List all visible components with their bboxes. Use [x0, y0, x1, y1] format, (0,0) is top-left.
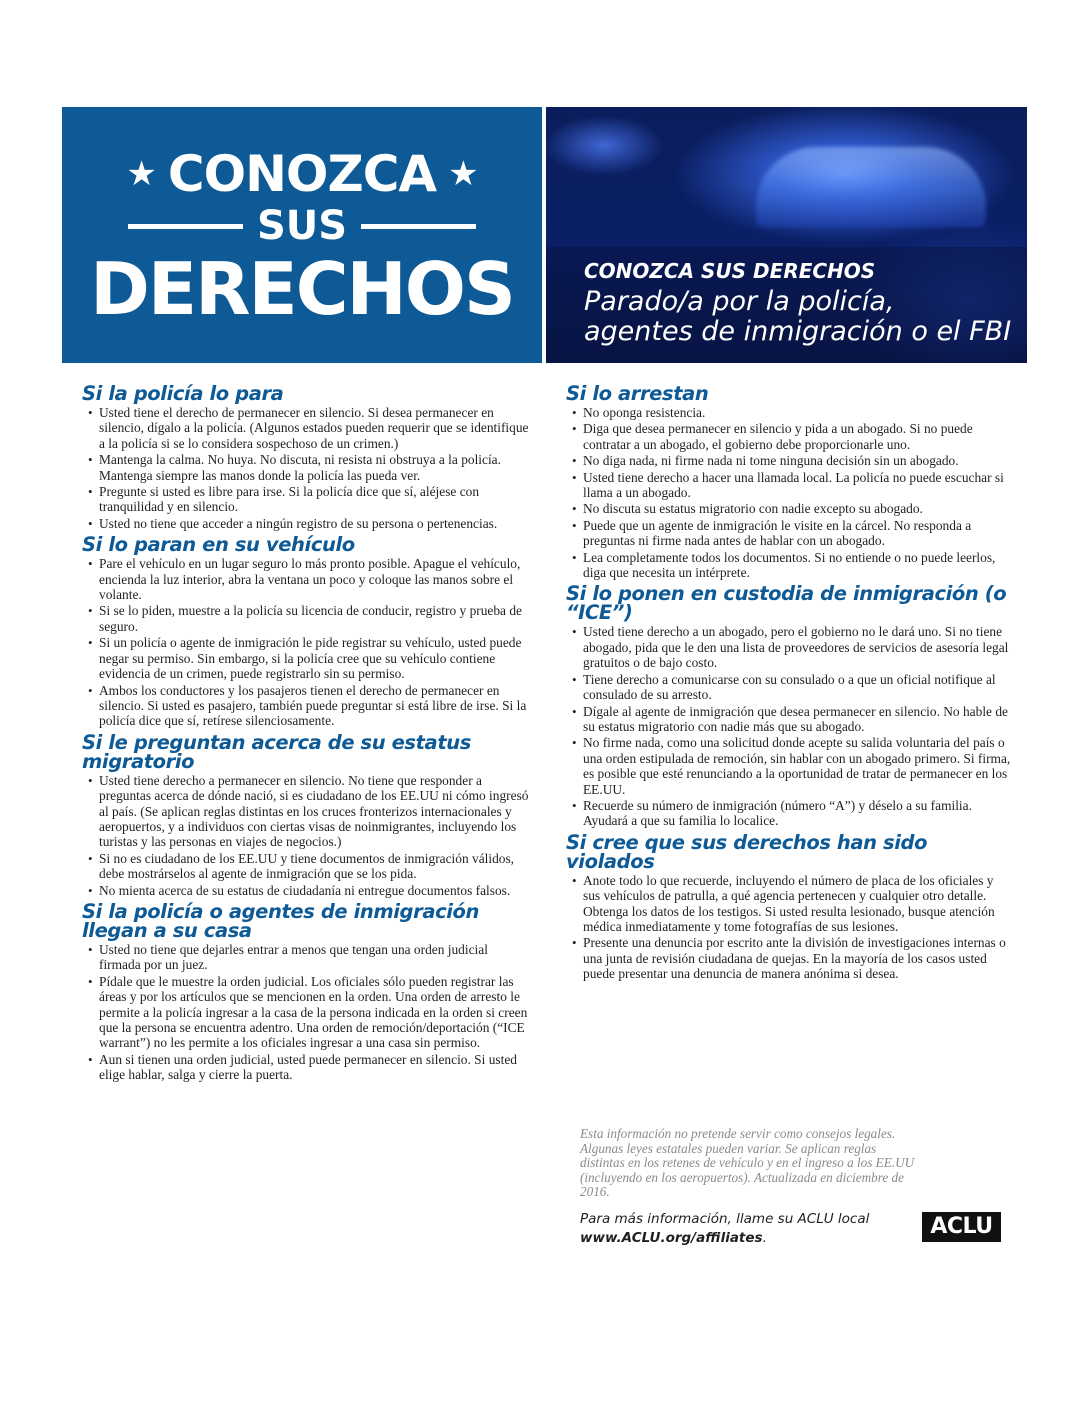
link-suffix: .	[762, 1230, 767, 1246]
list-item: • Dígale al agente de inmigración que desea permanecer en silencio. No hable de su estatus migratorio con nadie más que su abogado.	[566, 704, 1012, 735]
right-column	[566, 380, 1012, 983]
bullet-list	[566, 873, 1012, 982]
banner-kicker: CONOZCA SUS DERECHOS	[584, 259, 876, 283]
list-item: • Usted tiene derecho a un abogado, pero el gobierno no le dará uno. Si no tiene abogado, pida que le den una lista de proveedores de servicios de asesoría legal gratuitos o de bajo costo.	[566, 624, 1012, 670]
section-heading: Si lo ponen en custodia de inmigración (o “ICE”)	[566, 582, 1007, 625]
list-item: • Pare el vehículo en un lugar seguro lo más pronto posible. Apague el vehículo, encienda la luz interior, abra la ventana un poco y coloque las manos sobre el volante.	[82, 556, 530, 602]
list-item: • Aun si tienen una orden judicial, usted puede permanecer en silencio. Si usted elige hablar, salga y cierre la puerta.	[82, 1052, 530, 1083]
list-item: • Presente una denuncia por escrito ante la división de investigaciones internas o una junta de revisión ciudadana de quejas. En la mayoría de los casos usted puede presentar una denuncia de manera anónima si desea.	[566, 935, 1012, 981]
affiliates-link[interactable]: www.ACLU.org/affiliates	[580, 1230, 763, 1246]
bullet-list	[82, 942, 530, 1083]
list-item: • Usted tiene el derecho de permanecer en silencio. Si desea permanecer en silencio, dígalo a la policía. (Algunos estados pueden requerir que se identifique a la policía si se lo considera sospechoso de un crimen.)	[82, 405, 530, 451]
police-light-photo	[546, 107, 1027, 363]
bullet-list	[82, 405, 530, 531]
section-heading: Si la policía o agentes de inmigración llegan a su casa	[82, 899, 480, 942]
list-item: • Usted no tiene que acceder a ningún registro de su persona o pertenencias.	[82, 516, 530, 531]
title-banner	[62, 107, 542, 363]
section-heading: Si lo arrestan	[566, 382, 709, 405]
police-light-icon	[756, 147, 986, 227]
list-item: • Usted no tiene que dejarles entrar a menos que tengan una orden judicial firmada por un juez.	[82, 942, 530, 973]
list-item: • Lea completamente todos los documentos. Si no entiende o no puede leerlos, diga que necesita un intérprete.	[566, 550, 1012, 581]
bullet-list	[82, 556, 530, 728]
list-item: • Recuerde su número de inmigración (número “A”) y déselo a su familia. Ayudará a que su familia lo localice.	[566, 798, 1012, 829]
list-item: • Anote todo lo que recuerde, incluyendo el número de placa de los oficiales y sus vehículos de patrulla, a qué agencia pertenecen y cualquier otro detalle. Obtenga los datos de los testigos. Si usted resulta lesionado, busque atención médica inmediatamente y tome fotografías de sus lesiones.	[566, 873, 1012, 935]
star-icon: ★	[126, 154, 156, 194]
list-item: • Diga que desea permanecer en silencio y pida a un abogado. Si no puede contratar a un abogado, el gobierno debe proporcionarle uno.	[566, 421, 1012, 452]
list-item: • No discuta su estatus migratorio con nadie excepto su abogado.	[566, 501, 1012, 516]
list-item: • Pregunte si usted es libre para irse. Si la policía dice que sí, aléjese con tranquilidad y en silencio.	[82, 484, 530, 515]
title-sus: SUS	[256, 203, 348, 249]
divider	[128, 224, 243, 229]
aclu-logo: ACLU	[922, 1212, 1001, 1242]
title-conozca: CONOZCA	[167, 145, 437, 203]
list-item: • Si no es ciudadano de los EE.UU y tiene documentos de inmigración válidos, debe mostrárselos al agente de inmigración que se los pida.	[82, 851, 530, 882]
list-item: • Usted tiene derecho a hacer una llamada local. La policía no puede escuchar si llama a un abogado.	[566, 470, 1012, 501]
list-item: • Si se lo piden, muestre a la policía su licencia de conducir, registro y prueba de seguro.	[82, 603, 530, 634]
banner-subtitle-line: Parado/a por la policía,	[584, 286, 895, 317]
section-heading: Si cree que sus derechos han sido violados	[566, 830, 928, 873]
more-info-text: Para más información, llame su ACLU local	[580, 1211, 870, 1227]
list-item: • Usted tiene derecho a permanecer en silencio. No tiene que responder a preguntas acerca de dónde nació, si es ciudadano de los EE.UU ni cómo ingresó al país. (Se aplican reglas distintas en los cruces fronterizos internacionales y aeropuertos, y a individuos con ciertas visas de noinmigrantes, incluyendo los turistas y las personas en viajes de negocios.)	[82, 773, 530, 850]
bullet-list	[566, 624, 1012, 828]
list-item: • No diga nada, ni firme nada ni tome ninguna decisión sin un abogado.	[566, 453, 1012, 468]
section-heading: Si lo paran en su vehículo	[82, 533, 355, 557]
list-item: • Si un policía o agente de inmigración le pide registrar su vehículo, usted puede negar su permiso. Sin embargo, si la policía cree que su vehículo contiene evidencia de un crimen, puede registrarlo sin su permiso.	[82, 635, 530, 681]
star-icon: ★	[448, 154, 478, 194]
list-item: • No firme nada, como una solicitud donde acepte su salida voluntaria del país o una orden estipulada de remoción, sin hablar con un abogado primero. Si firma, es posible que esté renunciando a la oportunidad de tratar de permanecer en los EE.UU.	[566, 735, 1012, 797]
disclaimer: Esta información no pretende servir como consejos legales. Algunas leyes estatales pueden variar. Se aplican reglas distintas en los retenes de vehículo y en el ingreso a los EE.UU (incluyendo en los aeropuertos). Actualizada en diciembre de 2016.	[580, 1126, 915, 1200]
divider	[361, 224, 476, 229]
bullet-list	[82, 773, 530, 898]
list-item: • No oponga resistencia.	[566, 405, 1012, 420]
list-item: • No mienta acerca de su estatus de ciudadanía ni entregue documentos falsos.	[82, 883, 530, 898]
section-heading: Si le preguntan acerca de su estatus migratorio	[82, 730, 471, 773]
section-heading: Si la policía lo para	[82, 382, 284, 405]
more-info	[580, 1210, 920, 1248]
title-line-2	[62, 203, 542, 249]
banner-subtitle-line: agentes de inmigración o el FBI	[584, 316, 1012, 347]
list-item: • Tiene derecho a comunicarse con su consulado o a que un oficial notifique al consulado de su arresto.	[566, 672, 1012, 703]
title-line-1	[62, 145, 542, 203]
list-item: • Ambos los conductores y los pasajeros tienen el derecho de permanecer en silencio. Si usted es pasajero, también puede preguntar si está libre de irse. Si la policía dice que sí, retírese silenciosamente.	[82, 683, 530, 729]
title-derechos: DERECHOS	[90, 247, 514, 331]
list-item: • Mantenga la calma. No huya. No discuta, ni resista ni obstruya a la policía. Mantenga siempre las manos donde la policía las pueda ver.	[82, 452, 530, 483]
bullet-list	[566, 405, 1012, 580]
list-item: • Puede que un agente de inmigración le visite en la cárcel. No responda a preguntas ni firme nada antes de hablar con un abogado.	[566, 518, 1012, 549]
left-column	[82, 380, 530, 1084]
list-item: • Pídale que le muestre la orden judicial. Los oficiales sólo pueden registrar las áreas y por los artículos que se mencionen en la orden. Una orden de arresto le permite a la policía ingresar a la casa de la persona indicada en la orden si creen que la persona se encuentra adentro. Una orden de remoción/deportación (“ICE warrant”) no les permite a los oficiales ingresar a una casa sin permiso.	[82, 974, 530, 1051]
banner-subtitle	[584, 287, 1014, 347]
